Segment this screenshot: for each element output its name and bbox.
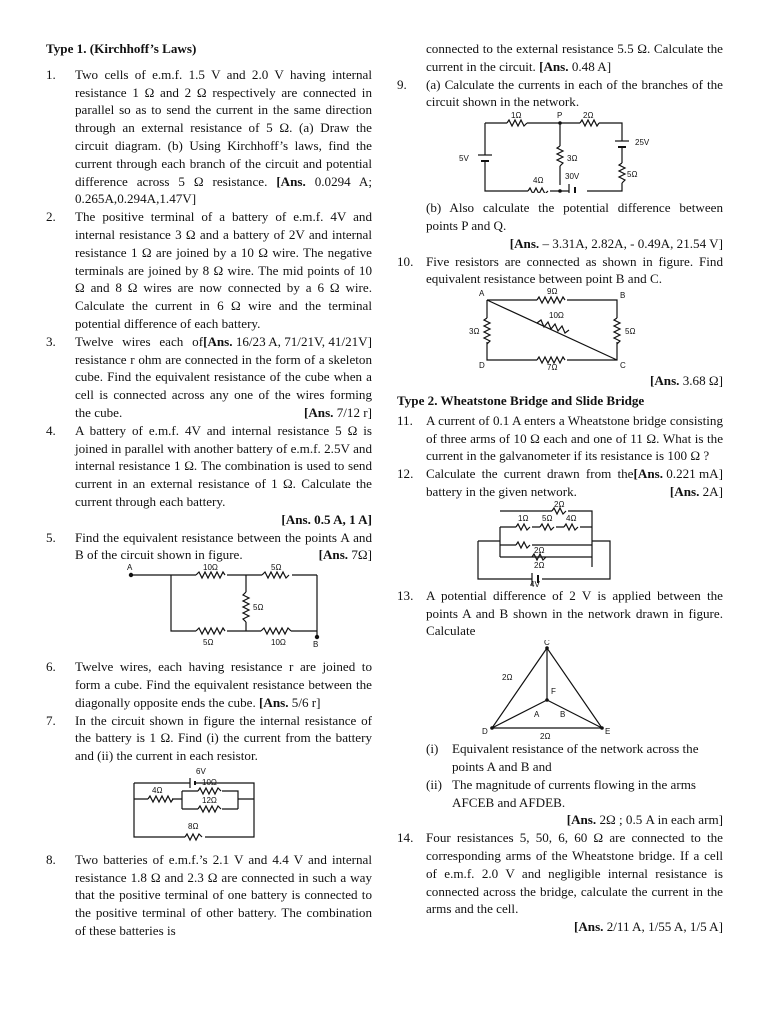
resistor-5-top xyxy=(262,572,289,578)
resistor-10-bottom xyxy=(261,628,291,634)
resistor-8 xyxy=(185,834,202,840)
figure-9-circuit xyxy=(457,111,657,193)
figure-12-circuit xyxy=(472,501,622,587)
label-4ohm: 4Ω xyxy=(533,176,544,186)
label-9ohm: 9Ω xyxy=(547,288,558,297)
label-a: A xyxy=(127,564,133,573)
point-b xyxy=(315,635,319,639)
figure-13-wires xyxy=(492,648,602,728)
resistor-5-bottom xyxy=(196,628,225,634)
label-2ohm-bottom: 2Ω xyxy=(540,732,551,741)
resistor-1ohm xyxy=(507,120,527,126)
question-13: 13. A potential difference of 2 V is applied between the points A and B shown in the network drawn in figure. Calculate xyxy=(397,587,723,639)
section-heading-type1: Type 1. (Kirchhoff’s Laws) xyxy=(46,41,197,56)
resistor-9ohm xyxy=(537,297,565,303)
question-14: 14. Four resistances 5, 50, 6, 60 Ω are connected to the corresponding arms of the Wheatstone bridge. If a cell of e.m.f. 2.0 V and negligible internal resistance is connected across the bridge, calculate the current in the arms and the cell. [Ans. 2/11 A, 1/55 A, 1/5 A] xyxy=(397,830,723,935)
label-2ohm: 2Ω xyxy=(502,673,513,683)
question-8-continued: connected to the external resistance 5.5 Ω. Calculate the current in the circuit. [Ans. 0.48 A] xyxy=(426,41,723,74)
resistor-3ohm xyxy=(557,146,563,166)
label-7ohm: 7Ω xyxy=(547,363,558,373)
label-p: P xyxy=(557,111,563,121)
answer-13: [Ans. 2Ω ; 0.5 A in each arm] xyxy=(566,812,723,828)
figure-10-wires xyxy=(487,300,617,360)
label-c: C xyxy=(544,640,550,648)
question-12: 12. Calculate the current drawn from the battery in the given network. [Ans. 2A] xyxy=(397,466,723,499)
label-a: A xyxy=(534,710,540,720)
section-heading-type2: Type 2. Wheatstone Bridge and Slide Bridge xyxy=(397,392,645,408)
question-10: 10. Five resistors are connected as shown in figure. Find equivalent resistance between point B and C. xyxy=(397,253,723,287)
label-r3: 5Ω xyxy=(253,603,264,613)
label-5v: 5V xyxy=(459,154,469,164)
label-4ohm: 4Ω xyxy=(566,513,577,523)
label-d: D xyxy=(482,727,488,737)
resistor-10 xyxy=(198,788,221,794)
label-30v: 30V xyxy=(565,172,580,182)
label-emf: 6V xyxy=(196,766,206,776)
answer-4: [Ans. 0.5 A, 1 A] xyxy=(281,511,372,527)
resistor-10-top xyxy=(196,572,225,578)
question-13-part-i: (i) Equivalent resistance of the network across the points A and B and xyxy=(426,741,699,774)
label-r4: 5Ω xyxy=(203,638,214,648)
figure-10-circuit xyxy=(467,288,647,372)
label-10ohm: 10Ω xyxy=(202,777,217,787)
label-r5: 10Ω xyxy=(271,638,286,648)
label-2ohm: 2Ω xyxy=(583,111,594,121)
label-4ohm: 4Ω xyxy=(152,785,163,795)
label-a: A xyxy=(479,289,485,299)
label-4v: 4V xyxy=(530,579,540,587)
label-10ohm: 10Ω xyxy=(549,311,564,321)
question-9: 9. (a) Calculate the currents in each of the branches of the circuit shown in the network. xyxy=(397,76,723,110)
answer-10: [Ans. 3.68 Ω] xyxy=(649,373,723,389)
label-3ohm: 3Ω xyxy=(469,327,480,337)
resistor-3ohm xyxy=(484,318,490,344)
label-5ohm: 5Ω xyxy=(625,327,636,337)
question-2: 2. The positive terminal of a battery of e.m.f. 4V and internal resistance 3 Ω and a battery of 2V and internal resistance 1 Ω are joined by a 10 Ω wire. The negative terminals are joined by 8 Ω wire. The mid points of 10 Ω and 8 Ω wires are now connected by a 6 Ω wire. Calculate the current in 6 Ω wire and the terminal potential difference of each battery. [Ans. 16/23 A, 71/21V, 41/21V] xyxy=(46,209,372,349)
label-b: B xyxy=(313,640,319,649)
label-12ohm: 12Ω xyxy=(202,795,217,805)
label-e: E xyxy=(605,727,611,737)
figure-5-wires xyxy=(131,575,317,637)
label-r1: 10Ω xyxy=(203,564,218,573)
figure-7-circuit xyxy=(130,765,260,845)
resistor-5ohm xyxy=(619,163,625,183)
label-2ohm-bottom: 2Ω xyxy=(534,560,545,570)
label-2ohm-top: 2Ω xyxy=(554,500,565,509)
resistor-5-middle xyxy=(243,592,249,622)
resistor-4 xyxy=(148,796,173,802)
question-7: 7. In the circuit shown in figure the internal resistance of the battery is 1 Ω. Find (i) the current from the battery and (ii) the current in each resistor. xyxy=(46,712,372,764)
label-3ohm: 3Ω xyxy=(567,154,578,164)
question-3: 3. Twelve wires each of resistance r ohm are connected in the form of a skeleton cube. Find the equivalent resistance of the cube when a cell is connected across any one of the wires forming the cube. [Ans. 7/12 r] xyxy=(46,333,372,420)
label-5ohm: 5Ω xyxy=(627,170,638,180)
resistor-2ohm-middle xyxy=(516,542,530,548)
figure-9-wires xyxy=(485,123,622,191)
label-r2: 5Ω xyxy=(271,564,282,573)
answer-9: [Ans. – 3.31A, 2.82A, - 0.49A, 21.54 V] xyxy=(509,235,723,251)
figure-5-circuit xyxy=(121,564,351,648)
label-25v: 25V xyxy=(635,138,650,148)
question-4: 4. A battery of e.m.f. 4V and internal resistance 5 Ω is joined in parallel with another battery of e.m.f. 2.5V and internal resistance 1 Ω. The combination is used to send current in an external resistance of 1 Ω. Calculate the current through each battery. [Ans. 0.5 A, 1 A] xyxy=(46,422,372,527)
label-f: F xyxy=(551,687,556,697)
resistor-2ohm xyxy=(580,120,599,126)
resistor-1ohm xyxy=(516,524,530,530)
label-5ohm: 5Ω xyxy=(542,513,553,523)
question-11: 11. A current of 0.1 A enters a Wheatstone bridge consisting of three arms of 10 Ω each and one of 11 Ω. What is the current in the galvanometer if its resistance is 100 Ω ? [Ans. 0.221 mA] xyxy=(397,412,723,482)
label-1ohm: 1Ω xyxy=(518,513,529,523)
question-5: 5. Find the equivalent resistance between the points A and B of the circuit shown in figure. [Ans. 7Ω] xyxy=(46,529,372,563)
label-b: B xyxy=(620,291,626,301)
right-column xyxy=(397,40,723,936)
question-1: 1. Two cells of e.m.f. 1.5 V and 2.0 V having internal resistance 1 Ω and 2 Ω respectively are connected in parallel so as to send the current in the same direction through an external resistance of 5 Ω. (a) Draw the circuit diagram. (b) Using Kirchhoff’s laws, find the current through each branch of the circuit and potential difference across 5 Ω resistance. [Ans. 0.0294 A; 0.265A,0.294A,1.47V] xyxy=(46,66,372,207)
resistor-5ohm xyxy=(540,524,554,530)
label-8ohm: 8Ω xyxy=(188,821,199,831)
figure-13-network xyxy=(472,640,622,740)
label-d: D xyxy=(479,361,485,371)
resistor-12 xyxy=(198,806,221,812)
label-2ohm-middle: 2Ω xyxy=(534,545,545,555)
question-9b: (b) Also calculate the potential difference between points P and Q. xyxy=(426,200,723,233)
left-column xyxy=(46,40,372,940)
label-1ohm: 1Ω xyxy=(511,111,522,121)
label-b: B xyxy=(560,710,566,720)
resistor-5ohm xyxy=(614,318,620,344)
question-8: 8. Two batteries of e.m.f.’s 2.1 V and 4.4 V and internal resistance 1.8 Ω and 2.3 Ω are connected in such a way that the positive terminal of one battery is connected to the positive terminal of other battery. The combination of these batteries is xyxy=(46,851,372,939)
label-c: C xyxy=(620,361,626,371)
question-13-part-ii: (ii) The magnitude of currents flowing in the arms AFCEB and AFDEB. xyxy=(426,776,696,810)
question-6: 6. Twelve wires, each having resistance r are joined to form a cube. Find the equivalent resistance between the diagonally opposite ends the cube. [Ans. 5/6 r] xyxy=(46,659,372,710)
resistor-4ohm xyxy=(564,524,578,530)
